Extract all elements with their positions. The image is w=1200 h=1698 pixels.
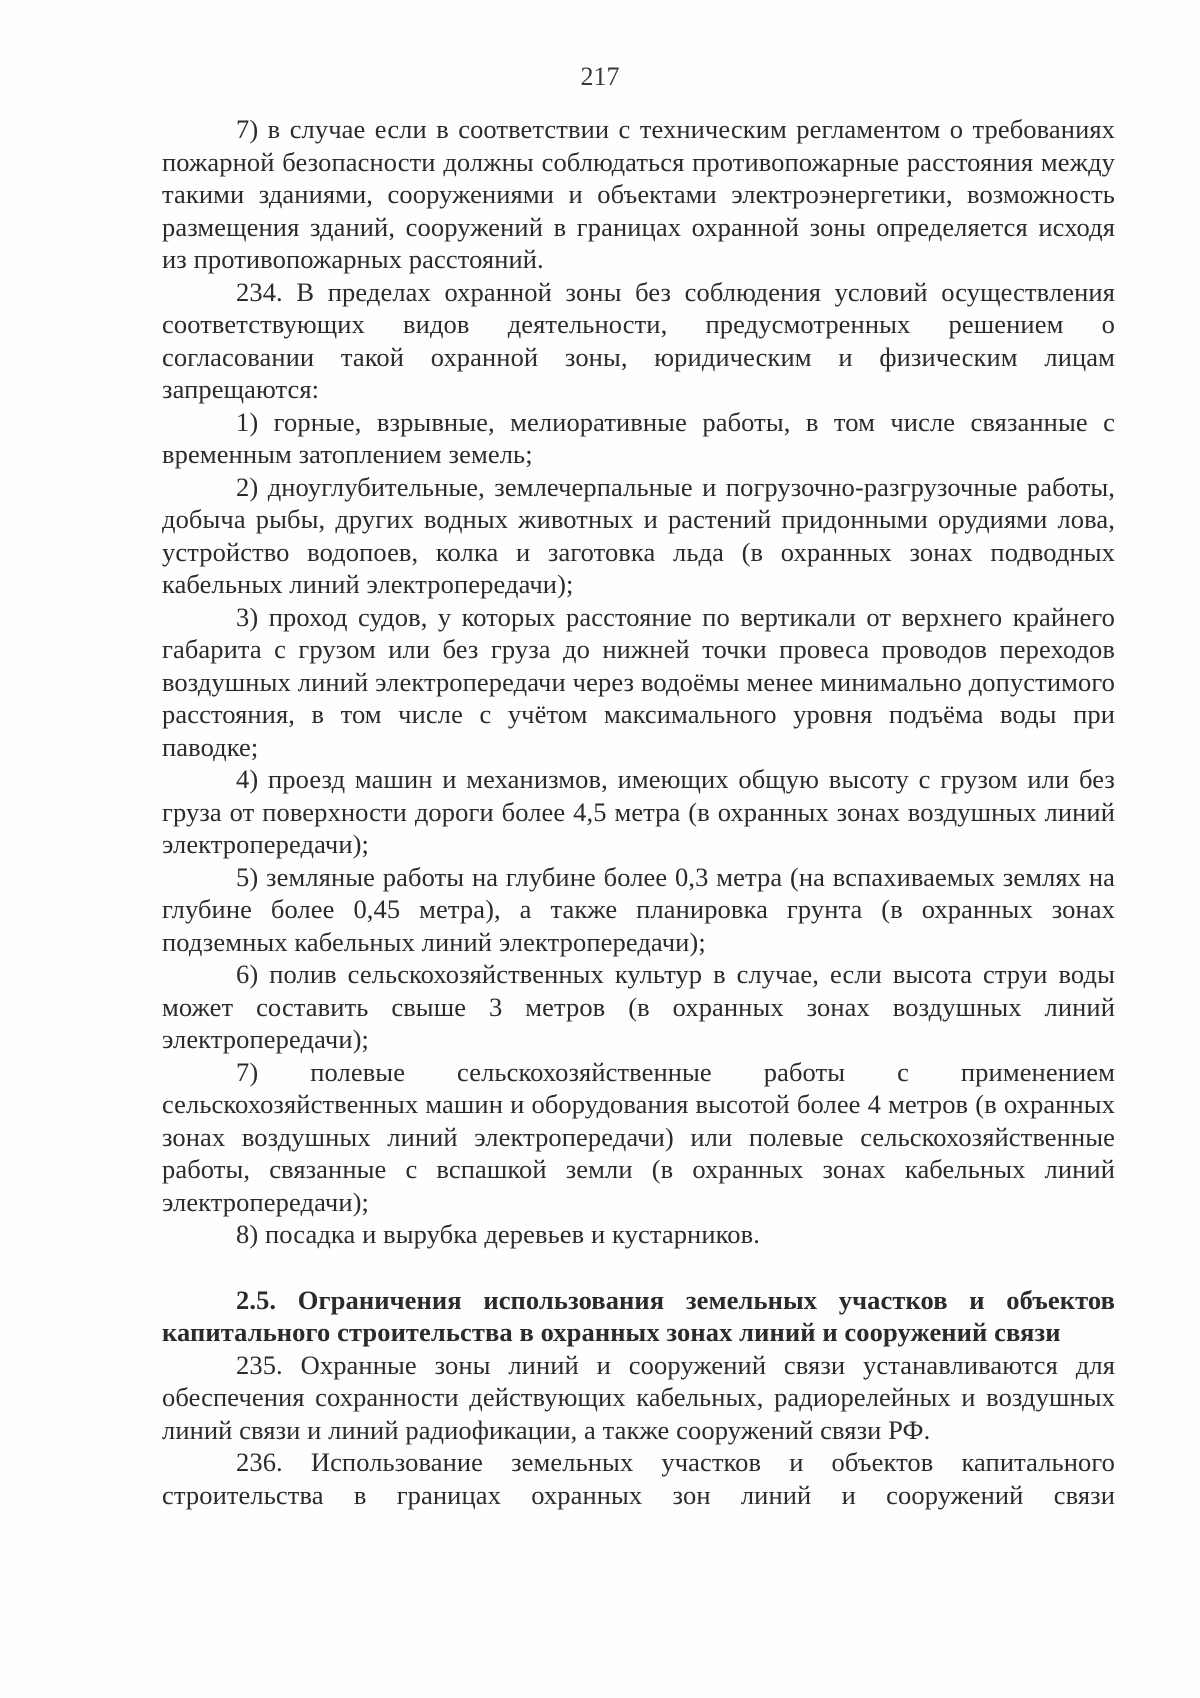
page-content: [162, 113, 1115, 1511]
list-item-7: 7) полевые сельскохозяйственные работы с применением сельскохозяйственных машин и оборудования высотой более 4 метров (в охранных зонах воздушных линий электропередачи) или полевые сельскохозяйственные работы, связанные с вспашкой земли (в охранных зонах кабельных линий электропередачи);: [162, 1056, 1115, 1217]
list-item-1: 1) горные, взрывные, мелиоративные работы, в том числе связанные с временным затоплением земель;: [162, 406, 1115, 469]
paragraph-236: 236. Использование земельных участков и объектов капитального строительства в границах охранных зон линий и сооружений связи: [162, 1447, 1115, 1510]
list-item-6: 6) полив сельскохозяйственных культур в случае, если высота струи воды может составить свыше 3 метров (в охранных зонах воздушных линий электропередачи);: [162, 959, 1115, 1054]
section-heading: 2.5. Ограничения использования земельных участков и объектов капитального строительства в охранных зонах линий и сооружений связи: [162, 1284, 1115, 1347]
list-item-5: 5) земляные работы на глубине более 0,3 метра (на вспахиваемых землях на глубине более 0,45 метра), а также планировка грунта (в охранных зонах подземных кабельных линий электропередачи);: [162, 861, 1115, 957]
paragraph-235: 235. Охранные зоны линий и сооружений связи устанавливаются для обеспечения сохранности действующих кабельных, радиорелейных и воздушных линий связи и линий радиофикации, а также сооружений связи РФ.: [162, 1349, 1115, 1445]
list-item-4: 4) проезд машин и механизмов, имеющих общую высоту с грузом или без груза от поверхности дороги более 4,5 метра (в охранных зонах воздушных линий электропередачи);: [162, 764, 1115, 859]
page-number: 217: [580, 62, 620, 91]
list-item-8: 8) посадка и вырубка деревьев и кустарников.: [236, 1219, 760, 1249]
paragraph-item-7-fire-distances: 7) в случае если в соответствии с техническим регламентом о требованиях пожарной безопасности должны соблюдаться противопожарные расстояния между такими зданиями, сооружениями и объектами электроэнергетики, возможность размещения зданий, сооружений в границах охранной зоны определяется исходя из противопожарных расстояний.: [162, 114, 1115, 274]
section-spacer: [162, 1251, 1115, 1284]
paragraph-234: 234. В пределах охранной зоны без соблюдения условий осуществления соответствующих видов деятельности, предусмотренных решением о согласовании такой охранной зоны, юридическим и физическим лицам запрещаются:: [162, 276, 1115, 404]
list-item-3: 3) проход судов, у которых расстояние по вертикали от верхнего крайнего габарита с грузом или без груза до нижней точки провеса проводов переходов воздушных линий электропередачи через водоёмы менее минимально допустимого расстояния, в том числе с учётом максимального уровня подъёма воды при паводке;: [162, 601, 1115, 762]
list-item-2: 2) дноуглубительные, землечерпальные и погрузочно-разгрузочные работы, добыча рыбы, других водных животных и растений придонными орудиями лова, устройство водопоев, колка и заготовка льда (в охранных зонах подводных кабельных линий электропередачи);: [162, 471, 1115, 599]
